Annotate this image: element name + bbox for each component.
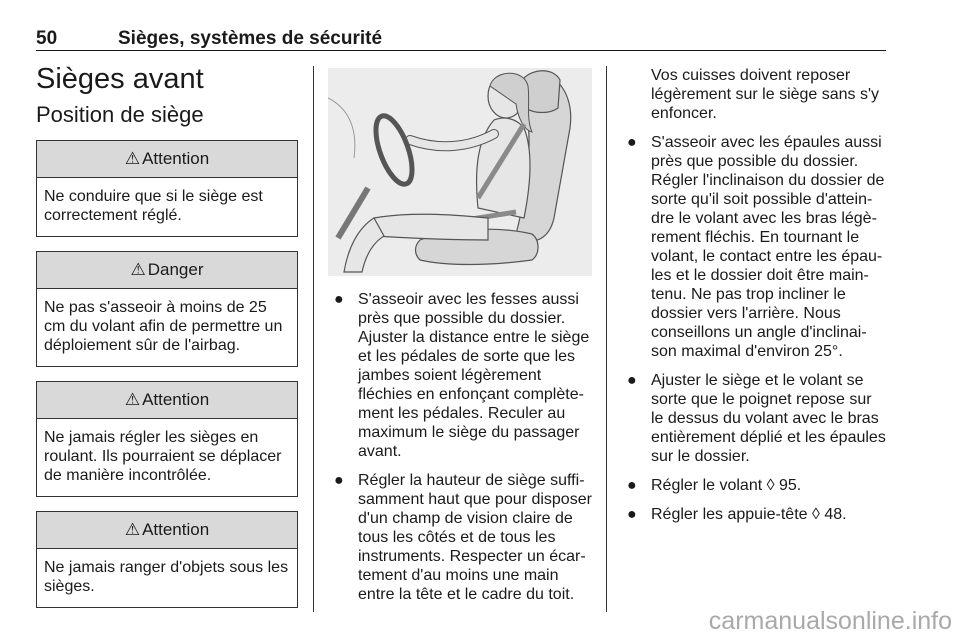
list-item: ● Régler les appuie-tête ◊ 48.	[627, 506, 847, 523]
bullet: ●	[627, 134, 637, 151]
list-item: ● Ajuster le siège et le volant se sorte que le poignet repose sur le dessus du volant avec le bras entièrement déplié et les épaules sur le dossier.	[627, 372, 886, 465]
column-2	[332, 290, 594, 614]
warning-title: Attention	[142, 149, 210, 168]
warning-triangle-icon: ⚠	[124, 149, 141, 168]
warning-triangle-icon: ⚠	[124, 520, 141, 539]
danger-text: Ne pas s'asseoir à moins de 25 cm du volant afin de permettre un déploiement sûr de l'airbag.	[44, 299, 283, 354]
instructions-list	[332, 290, 594, 604]
bullet: ●	[334, 291, 344, 308]
driver-seat-drawing	[328, 68, 592, 276]
page-number: 50	[36, 28, 58, 49]
danger-box-header	[37, 252, 297, 289]
list-item: ● S'asseoir avec les épaules aussi près que possible du dossier. Régler l'inclinaison du dossier de sorte qu'il soit possible d'atteindre le volant avec les bras légèrement fléchis. En tournant le volant, le contact entre les épaules et le dossier doit être maintenu. Ne pas trop incliner le dossier vers l'arrière. Nous conseillons un angle d'inclinaison maximal d'environ 25°.	[627, 134, 885, 360]
column-divider	[313, 66, 314, 612]
warning-box-header	[37, 382, 297, 419]
bullet: ●	[627, 372, 637, 389]
watermark: carmanualsonline.info	[708, 607, 952, 635]
bullet: ●	[334, 472, 344, 489]
warning-box-header	[37, 141, 297, 178]
instructions-list	[625, 133, 887, 524]
bullet: ●	[627, 506, 637, 523]
list-item: ● Régler la hauteur de siège suffisamment haut que pour disposer d'un champ de vision claire de tous les côtés et de tous les instruments. Respecter un écartement d'au moins une main entre la tête et le cadre du toit.	[334, 472, 592, 603]
warning-text: Ne jamais ranger d'objets sous les sièges.	[44, 559, 289, 595]
warning-triangle-icon: ⚠	[124, 390, 141, 409]
list-item: ● Régler le volant ◊ 95.	[627, 477, 802, 494]
warning-box-header	[37, 512, 297, 549]
warning-title: Attention	[142, 390, 210, 409]
warning-box	[36, 140, 298, 237]
chapter-title: Sièges, systèmes de sécurité	[118, 28, 383, 49]
warning-triangle-icon: ⚠	[130, 260, 146, 279]
list-item: ● S'asseoir avec les fesses aussi près que possible du dossier. Ajuster la distance entre le siège et les pédales de sorte que les jambes soient légèrement fléchies en enfonçant complètement les pédales. Reculer au maximum le siège du passager avant.	[334, 291, 590, 460]
column-divider	[606, 66, 607, 612]
danger-box	[36, 251, 298, 367]
bullet: ●	[627, 477, 637, 494]
page-header	[36, 28, 886, 51]
warning-text: Ne conduire que si le siège est correctement réglé.	[44, 188, 263, 224]
continued-text: Vos cuisses doivent reposer légèrement sur le siège sans s'y enfoncer.	[651, 67, 880, 122]
column-3	[625, 66, 887, 534]
warning-title: Attention	[142, 520, 210, 539]
seating-position-illustration	[328, 68, 592, 276]
warning-text: Ne jamais régler les sièges en roulant. Ils pourraient se déplacer de manière incontrôlée.	[44, 429, 282, 484]
warning-box	[36, 511, 298, 608]
section-title: Sièges avant	[36, 63, 204, 95]
column-1	[36, 62, 298, 622]
danger-title: Danger	[147, 260, 204, 279]
warning-box	[36, 381, 298, 497]
subsection-title: Position de siège	[36, 102, 204, 127]
